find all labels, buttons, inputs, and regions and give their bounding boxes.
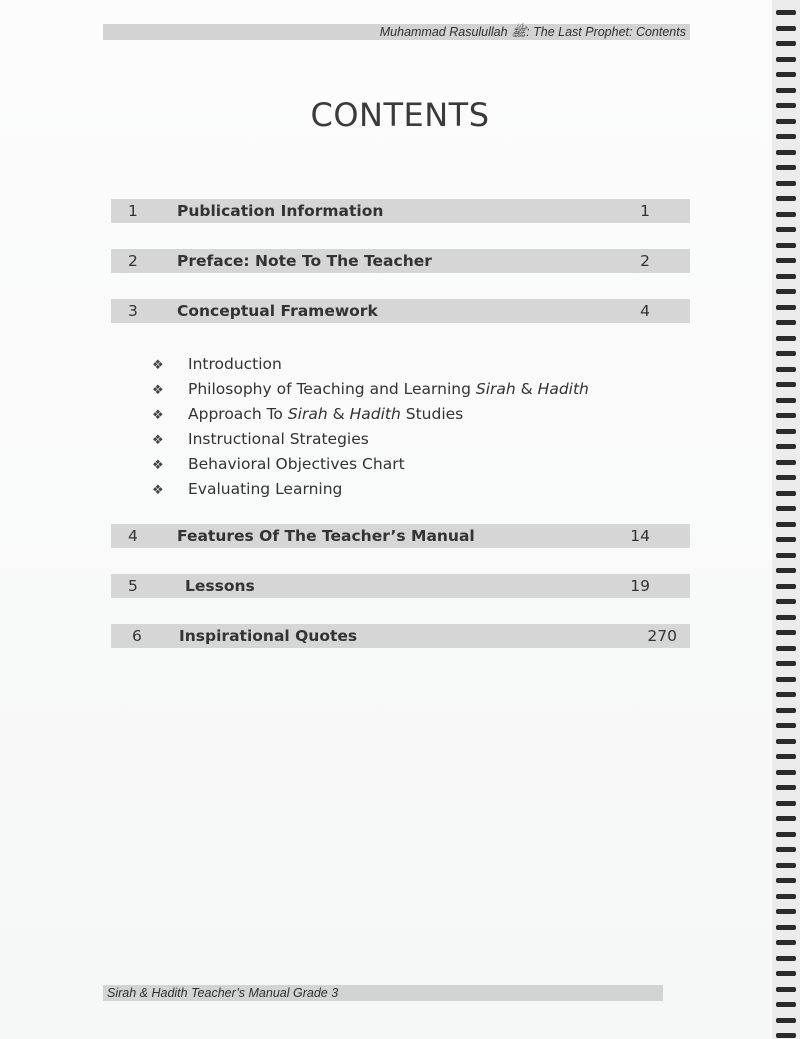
spiral-coil [776,88,796,93]
spiral-coil [776,894,796,899]
spiral-coil [776,26,796,31]
toc-number: 1 [128,202,138,220]
running-footer [103,985,663,1001]
spiral-coil [776,320,796,325]
page-title: CONTENTS [310,96,490,134]
spiral-coil [776,1002,796,1007]
spiral-coil [776,506,796,511]
diamond-bullet-icon: ❖ [152,483,164,498]
spiral-coil [776,10,796,15]
running-footer-text: Sirah & Hadith Teacher’s Manual Grade 3 [107,986,339,1000]
spiral-coil [776,987,796,992]
spiral-coil [776,460,796,465]
spiral-coil [776,661,796,666]
spiral-coil [776,847,796,852]
spiral-coil [776,103,796,108]
spiral-coil [776,940,796,945]
spiral-coil [776,909,796,914]
spiral-coil [776,367,796,372]
spiral-coil [776,692,796,697]
spiral-coil [776,134,796,139]
spiral-coil [776,475,796,480]
list-item-text: & [515,380,538,398]
toc-title: Publication Information [177,202,384,220]
spiral-coil [776,212,796,217]
spiral-coil [776,630,796,635]
spiral-coil [776,351,796,356]
toc-row [111,524,690,548]
spiral-coil [776,770,796,775]
spiral-coil [776,165,796,170]
toc-row [111,199,690,223]
toc-row [111,299,690,323]
spiral-coil [776,227,796,232]
list-item [152,377,652,402]
toc-title: Preface: Note To The Teacher [177,252,432,270]
spiral-coil [776,801,796,806]
spiral-coil [776,243,796,248]
spiral-coil [776,863,796,868]
spiral-binding [772,0,800,1039]
spiral-coil [776,584,796,589]
toc-number: 2 [128,252,138,270]
spiral-coil [776,444,796,449]
spiral-coil [776,677,796,682]
spiral-coil [776,72,796,77]
spiral-coil [776,553,796,558]
spiral-coil [776,289,796,294]
spiral-coil [776,754,796,759]
spiral-coil [776,537,796,542]
spiral-coil [776,429,796,434]
running-header-text: Muhammad Rasulullah ﷺ: The Last Prophet: Contents [379,25,686,39]
list-item-text: Introduction [188,355,282,373]
spiral-coil [776,150,796,155]
list-item [152,402,652,427]
list-item-italic-text: Sirah [287,405,328,423]
list-item [152,477,652,502]
spiral-coil [776,1018,796,1023]
spiral-coil [776,1033,796,1038]
diamond-bullet-icon: ❖ [152,358,164,373]
list-item-text: Studies [400,405,464,423]
spiral-coil [776,382,796,387]
spiral-coil [776,119,796,124]
toc-row [111,624,690,648]
spiral-coil [776,646,796,651]
spiral-coil [776,956,796,961]
list-item-italic-text: Hadith [537,380,589,398]
spiral-coil [776,878,796,883]
diamond-bullet-icon: ❖ [152,433,164,448]
spiral-coil [776,599,796,604]
spiral-coil [776,522,796,527]
toc-page-number: 1 [640,202,650,220]
spiral-coil [776,181,796,186]
spiral-coil [776,971,796,976]
toc-title: Lessons [185,577,255,595]
toc-page-number: 14 [630,527,650,545]
spiral-coil [776,723,796,728]
list-item [152,427,652,452]
spiral-coil [776,816,796,821]
list-item-text: Instructional Strategies [188,430,369,448]
spiral-coil [776,305,796,310]
spiral-coil [776,615,796,620]
spiral-coil [776,739,796,744]
list-item-text: Evaluating Learning [188,480,343,498]
spiral-coil [776,336,796,341]
list-item-text: Approach To [188,405,288,423]
list-item [152,452,652,477]
diamond-bullet-icon: ❖ [152,408,164,423]
toc-page-number: 2 [640,252,650,270]
toc-number: 4 [128,527,138,545]
spiral-coil [776,832,796,837]
spiral-coil [776,57,796,62]
list-item-italic-text: Sirah [475,380,516,398]
spiral-coil [776,196,796,201]
toc-page-number: 19 [630,577,650,595]
diamond-bullet-icon: ❖ [152,383,164,398]
list-item-text: Behavioral Objectives Chart [188,455,405,473]
spiral-coil [776,258,796,263]
spiral-coil [776,274,796,279]
toc-page-number: 4 [640,302,650,320]
toc-title: Conceptual Framework [177,302,378,320]
spiral-coil [776,785,796,790]
toc-title: Features Of The Teacher’s Manual [177,527,475,545]
toc-number: 5 [128,577,138,595]
list-item-text: Philosophy of Teaching and Learning [188,380,476,398]
toc-row [111,574,690,598]
running-header [103,24,690,40]
toc-number: 6 [132,627,142,645]
toc-page-number: 270 [647,627,677,645]
spiral-coil [776,41,796,46]
spiral-coil [776,491,796,496]
list-item [152,352,652,377]
list-item-text: & [327,405,350,423]
spiral-coil [776,708,796,713]
subsection-list [152,352,652,502]
diamond-bullet-icon: ❖ [152,458,164,473]
spiral-coil [776,568,796,573]
spiral-coil [776,398,796,403]
toc-number: 3 [128,302,138,320]
toc-title: Inspirational Quotes [179,627,358,645]
spiral-coil [776,413,796,418]
spiral-coil [776,925,796,930]
toc-row [111,249,690,273]
list-item-italic-text: Hadith [349,405,401,423]
